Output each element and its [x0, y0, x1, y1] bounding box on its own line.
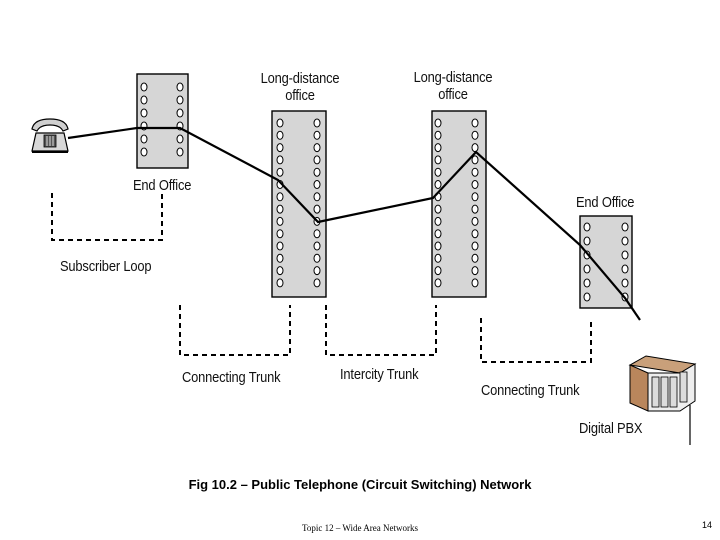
switch-port — [472, 156, 478, 164]
switch-port — [277, 230, 283, 238]
switch-port — [435, 279, 441, 287]
switch-port — [584, 265, 590, 273]
end-office-right-switch — [580, 216, 632, 308]
switch-port — [277, 205, 283, 213]
switch-port — [277, 156, 283, 164]
connecting-trunk-right-bracket — [481, 318, 591, 362]
footer-text: Topic 12 – Wide Area Networks — [301, 523, 419, 533]
switch-port — [141, 148, 147, 156]
switch-port — [314, 144, 320, 152]
switch-port — [472, 279, 478, 287]
switch-port — [314, 242, 320, 250]
intercity-trunk-label: Intercity Trunk — [340, 366, 419, 383]
switch-port — [277, 242, 283, 250]
page-number: 14 — [701, 520, 712, 530]
long-distance-office-1-switch — [272, 111, 326, 297]
switch-port — [435, 181, 441, 189]
switch-port — [435, 205, 441, 213]
switch-port — [622, 279, 628, 287]
subscriber-loop-label: Subscriber Loop — [60, 258, 152, 275]
switch-port — [472, 230, 478, 238]
end-office-left-switch — [137, 74, 188, 168]
switch-port — [141, 83, 147, 91]
switch-port — [177, 96, 183, 104]
switch-port — [472, 144, 478, 152]
switch-port — [141, 109, 147, 117]
switch-port — [177, 109, 183, 117]
switch-port — [435, 217, 441, 225]
switch-port — [314, 131, 320, 139]
switch-port — [472, 242, 478, 250]
switch-port — [314, 267, 320, 275]
switch-port — [584, 293, 590, 301]
switch-port — [314, 254, 320, 262]
telephone-icon — [32, 119, 68, 152]
switch-port — [277, 193, 283, 201]
end-office-left-label: End Office — [133, 177, 192, 194]
switch-port — [622, 223, 628, 231]
switch-port — [584, 237, 590, 245]
long-distance-office-2-switch — [432, 111, 486, 297]
switch-port — [314, 168, 320, 176]
switch-port — [472, 168, 478, 176]
switch-port — [472, 217, 478, 225]
switch-port — [314, 181, 320, 189]
intercity-trunk-bracket — [326, 305, 436, 355]
switch-port — [277, 144, 283, 152]
switch-port — [177, 148, 183, 156]
switch-port — [435, 230, 441, 238]
switch-port — [435, 119, 441, 127]
switch-port — [314, 279, 320, 287]
switch-port — [314, 193, 320, 201]
switch-port — [435, 242, 441, 250]
switch-port — [277, 254, 283, 262]
switch-port — [472, 131, 478, 139]
switch-port — [472, 181, 478, 189]
switch-port — [277, 267, 283, 275]
end-office-right-label: End Office — [576, 194, 635, 211]
switch-port — [472, 205, 478, 213]
switch-port — [435, 144, 441, 152]
connecting-trunk-right-label: Connecting Trunk — [481, 382, 580, 399]
switch-port — [277, 119, 283, 127]
switch-port — [435, 254, 441, 262]
switch-port — [314, 205, 320, 213]
switch-port — [472, 193, 478, 201]
switch-port — [177, 83, 183, 91]
connecting-trunk-left-label: Connecting Trunk — [182, 369, 281, 386]
switch-port — [472, 254, 478, 262]
switch-port — [277, 279, 283, 287]
digital-pbx-label: Digital PBX — [579, 420, 643, 437]
long-distance-office-1-label: Long-distance office — [260, 70, 340, 104]
switch-port — [435, 156, 441, 164]
switch-port — [141, 135, 147, 143]
switch-port — [177, 135, 183, 143]
switch-port — [314, 230, 320, 238]
switch-port — [435, 168, 441, 176]
switch-port — [277, 131, 283, 139]
switch-port — [472, 119, 478, 127]
switch-port — [277, 168, 283, 176]
switch-port — [141, 96, 147, 104]
switch-port — [622, 265, 628, 273]
figure-caption: Fig 10.2 – Public Telephone (Circuit Switching) Network — [188, 477, 532, 492]
switch-port — [584, 279, 590, 287]
switch-port — [314, 156, 320, 164]
switch-port — [584, 223, 590, 231]
switch-port — [435, 131, 441, 139]
switch-port — [277, 217, 283, 225]
long-distance-office-2-label: Long-distance office — [413, 69, 493, 103]
switch-port — [314, 119, 320, 127]
switch-port — [622, 251, 628, 259]
switch-port — [435, 267, 441, 275]
connecting-trunk-left-bracket — [180, 305, 290, 355]
switch-port — [622, 237, 628, 245]
switch-port — [472, 267, 478, 275]
subscriber-loop-bracket — [52, 193, 162, 240]
